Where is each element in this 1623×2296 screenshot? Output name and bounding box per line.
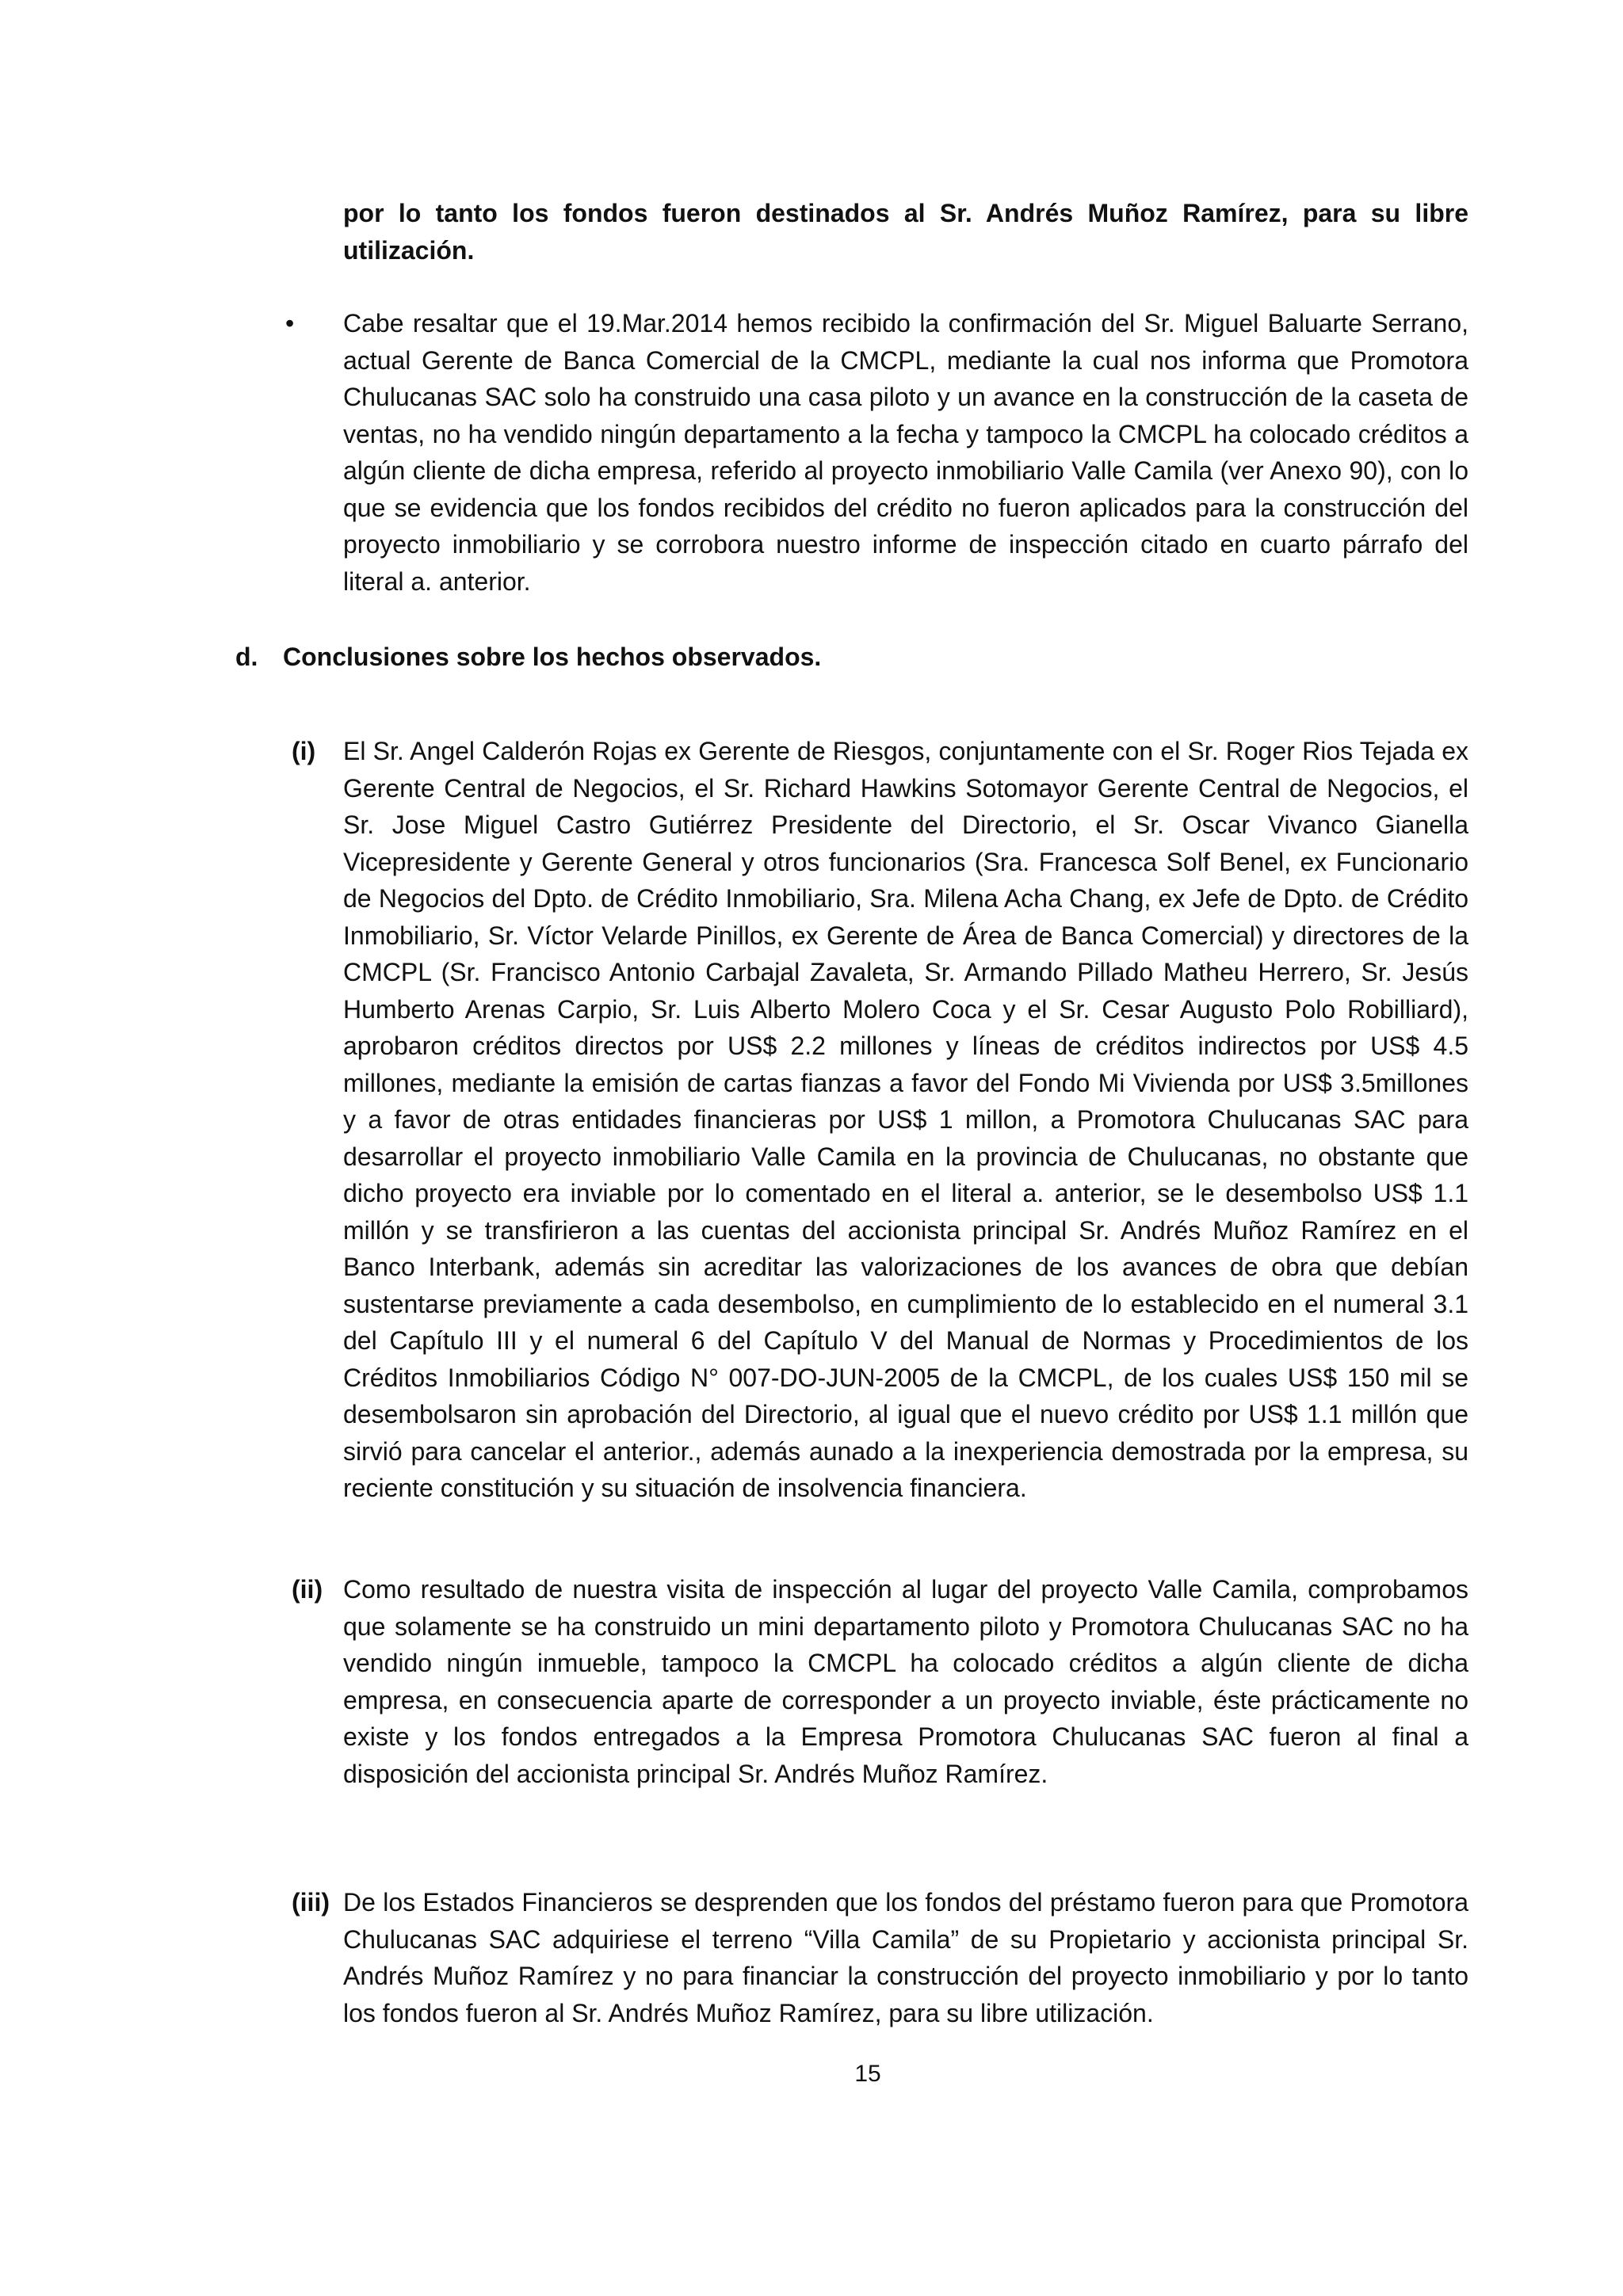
conclusion-marker: (i): [292, 737, 316, 765]
conclusion-marker: (ii): [292, 1575, 323, 1604]
section-letter: d.: [235, 643, 258, 671]
conclusion-text: De los Estados Financieros se desprenden que los fondos del préstamo fueron para que Promotora Chulucanas SAC adquiriese el terreno “Villa Camila” de su Propietario y accionista principal Sr. Andrés Muñoz Ramírez y no para financiar la construcción del proyecto inmobiliario y por lo tanto los fondos fueron al Sr. Andrés Muñoz Ramírez, para su libre utilización.: [343, 1888, 1468, 2027]
bullet-paragraph: Cabe resaltar que el 19.Mar.2014 hemos recibido la confirmación del Sr. Miguel Baluarte Serrano, actual Gerente de Banca Comercial de la CMCPL, mediante la cual nos informa que Promotora Chulucanas SAC solo ha construido una casa piloto y un avance en la construcción de la caseta de ventas, no ha vendido ningún departamento a la fecha y tampoco la CMCPL ha colocado créditos a algún cliente de dicha empresa, referido al proyecto inmobiliario Valle Camila (ver Anexo 90), con lo que se evidencia que los fondos recibidos del crédito no fueron aplicados para la construcción del proyecto inmobiliario y se corrobora nuestro informe de inspección citado en cuarto párrafo del literal a. anterior.: [343, 309, 1468, 596]
conclusion-text: Como resultado de nuestra visita de inspección al lugar del proyecto Valle Camila, comprobamos que solamente se ha construido un mini departamento piloto y Promotora Chulucanas SAC no ha vendido ningún inmueble, tampoco la CMCPL ha colocado créditos a algún cliente de dicha empresa, en consecuencia aparte de corresponder a un proyecto inviable, éste prácticamente no existe y los fondos entregados a la Empresa Promotora Chulucanas SAC fueron al final a disposición del accionista principal Sr. Andrés Muñoz Ramírez.: [343, 1575, 1468, 1788]
section-title: Conclusiones sobre los hechos observados.: [283, 643, 822, 671]
bullet-icon: •: [285, 309, 295, 338]
intro-paragraph: por lo tanto los fondos fueron destinados al Sr. Andrés Muñoz Ramírez, para su libre utilización.: [343, 199, 1468, 265]
page-number: 15: [854, 2061, 881, 2087]
conclusion-marker: (iii): [292, 1888, 330, 1917]
conclusion-text: El Sr. Angel Calderón Rojas ex Gerente de Riesgos, conjuntamente con el Sr. Roger Rios Tejada ex Gerente Central de Negocios, el Sr. Richard Hawkins Sotomayor Gerente Central de Negocios, el Sr. Jose Miguel Castro Gutiérrez Presidente del Directorio, el Sr. Oscar Vivanco Gianella Vicepresidente y Gerente General y otros funcionarios (Sra. Francesca Solf Benel, ex Funcionario de Negocios del Dpto. de Crédito Inmobiliario, Sra. Milena Acha Chang, ex Jefe de Dpto. de Crédito Inmobiliario, Sr. Víctor Velarde Pinillos, ex Gerente de Área de Banca Comercial) y directores de la CMCPL (Sr. Francisco Antonio Carbajal Zavaleta, Sr. Armando Pillado Matheu Herrero, Sr. Jesús Humberto Arenas Carpio, Sr. Luis Alberto Molero Coca y el Sr. Cesar Augusto Polo Robilliard), aprobaron créditos directos por US$ 2.2 millones y líneas de créditos indirectos por US$ 4.5 millones, mediante la emisión de cartas fianzas a favor del Fondo Mi Vivienda por US$ 3.5millones y a favor de otras entidades financieras por US$ 1 millon, a Promotora Chulucanas SAC para desarrollar el proyecto inmobiliario Valle Camila en la provincia de Chulucanas, no obstante que dicho proyecto era inviable por lo comentado en el literal a. anterior, se le desembolso US$ 1.1 millón y se transfirieron a las cuentas del accionista principal Sr. Andrés Muñoz Ramírez en el Banco Interbank, además sin acreditar las valorizaciones de los avances de obra que debían sustentarse previamente a cada desembolso, en cumplimiento de lo establecido en el numeral 3.1 del Capítulo III y el numeral 6 del Capítulo V del Manual de Normas y Procedimientos de los Créditos Inmobiliarios Código N° 007-DO-JUN-2005 de la CMCPL, de los cuales US$ 150 mil se desembolsaron sin aprobación del Directorio, al igual que el nuevo crédito por US$ 1.1 millón que sirvió para cancelar el anterior., además aunado a la inexperiencia demostrada por la empresa, su reciente constitución y su situación de insolvencia financiera.: [343, 737, 1468, 1502]
section-heading: [235, 639, 1424, 676]
